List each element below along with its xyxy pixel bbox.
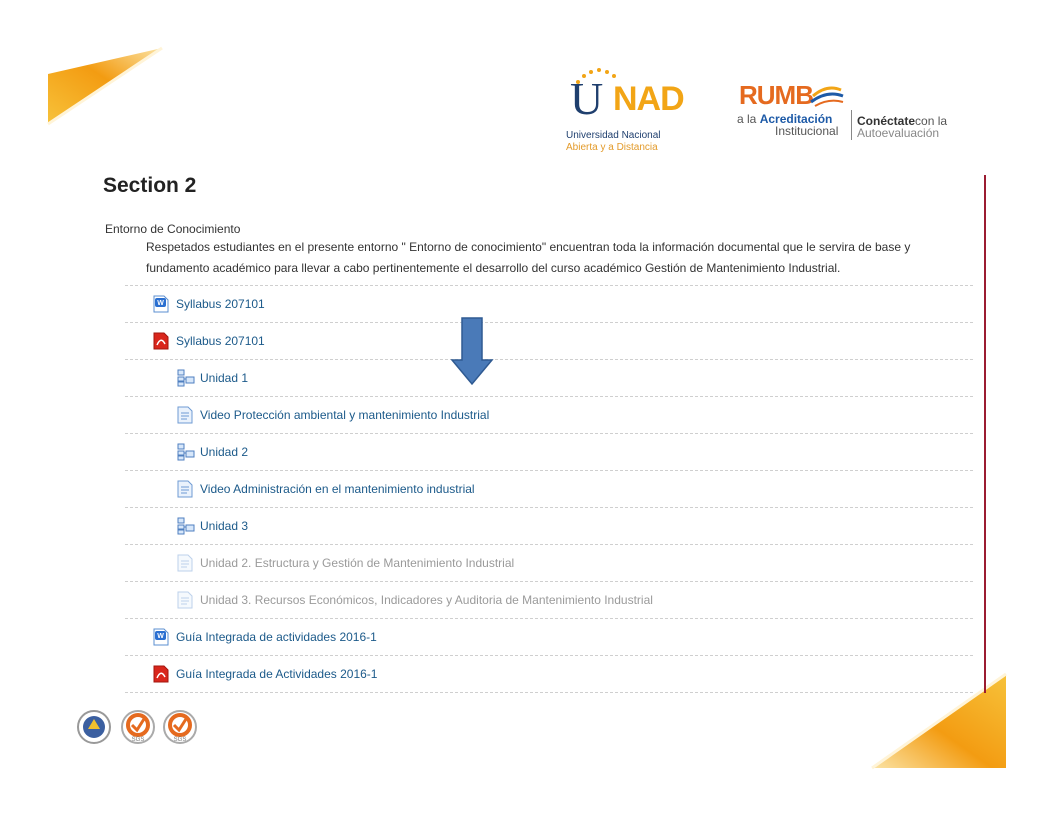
sgs-badge-1-label: SGS — [131, 737, 145, 743]
folder-tree-icon — [177, 443, 193, 461]
pdf-document-icon — [153, 332, 169, 350]
down-arrow-icon — [450, 316, 494, 386]
resource-item[interactable] — [125, 581, 973, 618]
word-document-icon — [153, 295, 169, 313]
certification-badges — [76, 707, 216, 747]
resource-item[interactable] — [125, 618, 973, 655]
resource-item[interactable] — [125, 359, 973, 396]
resource-item-label[interactable]: Unidad 1 — [200, 371, 249, 385]
resource-item-label[interactable]: Syllabus 207101 — [176, 297, 265, 311]
section-title: Section 2 — [103, 174, 197, 197]
rumbo-separator — [851, 110, 852, 140]
rumbo-mark: RUMB — [739, 80, 813, 110]
resource-item-label[interactable]: Unidad 3 — [200, 519, 249, 533]
resource-item[interactable] — [125, 285, 973, 322]
resource-item-label[interactable]: Guía Integrada de actividades 2016-1 — [176, 630, 377, 644]
rumbo-line1-pre: a la — [737, 112, 760, 126]
resource-item-label[interactable]: Unidad 2 — [200, 445, 249, 459]
resource-item[interactable] — [125, 470, 973, 507]
resource-item-label[interactable]: Video Administración en el mantenimiento industrial — [200, 482, 475, 496]
resource-item[interactable] — [125, 544, 973, 581]
rumbo-right1-bold: Conéctate — [857, 114, 916, 128]
rumbo-right1-rest: con la — [915, 114, 948, 128]
svg-text:W: W — [157, 633, 164, 640]
resource-item-label[interactable]: Unidad 3. Recursos Económicos, Indicadores y Auditoria de Mantenimiento Industrial — [200, 593, 653, 607]
resource-item[interactable] — [125, 396, 973, 433]
resource-item[interactable] — [125, 655, 973, 692]
resource-item[interactable] — [125, 322, 973, 359]
word-document-icon — [153, 628, 169, 646]
sgs-badge-icon — [164, 711, 196, 743]
page-icon — [177, 480, 193, 498]
resource-list — [125, 285, 973, 692]
rumbo-swirl-icon — [807, 82, 847, 110]
pdf-document-icon — [153, 665, 169, 683]
unad-mark-ad: NAD — [613, 80, 684, 118]
resource-item[interactable] — [125, 507, 973, 544]
list-cutoff-divider — [125, 692, 973, 697]
resource-item-label[interactable]: Unidad 2. Estructura y Gestión de Mantenimiento Industrial — [200, 556, 515, 570]
unad-line2: Abierta y a Distancia — [566, 142, 658, 153]
svg-text:W: W — [157, 300, 164, 307]
resource-item-label[interactable]: Video Protección ambiental y mantenimiento Industrial — [200, 408, 490, 422]
unad-mark-u: U — [570, 73, 603, 124]
module-description: Respetados estudiantes en el presente entorno " Entorno de conocimiento" encuentran toda la información documental que le servira de base y fundamento académico para llevar a cabo pertinentemente el desarrollo del curso académico Gestión de Mantenimiento Industrial. — [146, 240, 911, 275]
folder-tree-icon — [177, 369, 193, 387]
resource-item-label[interactable]: Guía Integrada de Actividades 2016-1 — [176, 667, 378, 681]
sgs-badge-icon — [122, 711, 154, 743]
rumbo-line2: Institucional — [775, 124, 839, 138]
rumbo-line1-bold: Acreditación — [759, 112, 833, 126]
sgs-badge-2-label: SGS — [173, 737, 187, 743]
unad-logo — [566, 66, 686, 158]
page-icon — [177, 406, 193, 424]
unad-line1: Universidad Nacional — [566, 130, 661, 141]
rumbo-right2: Autoevaluación — [857, 126, 940, 140]
corner-stripe-top-left — [40, 44, 170, 128]
rumbo-logo — [737, 80, 977, 146]
right-divider — [984, 175, 986, 693]
folder-tree-icon — [177, 517, 193, 535]
module-title: Entorno de Conocimiento — [105, 222, 241, 236]
colombia-seal-icon — [78, 711, 110, 743]
page-icon — [177, 554, 193, 572]
resource-item[interactable] — [125, 433, 973, 470]
resource-item-label[interactable]: Syllabus 207101 — [176, 334, 265, 348]
page-icon — [177, 591, 193, 609]
